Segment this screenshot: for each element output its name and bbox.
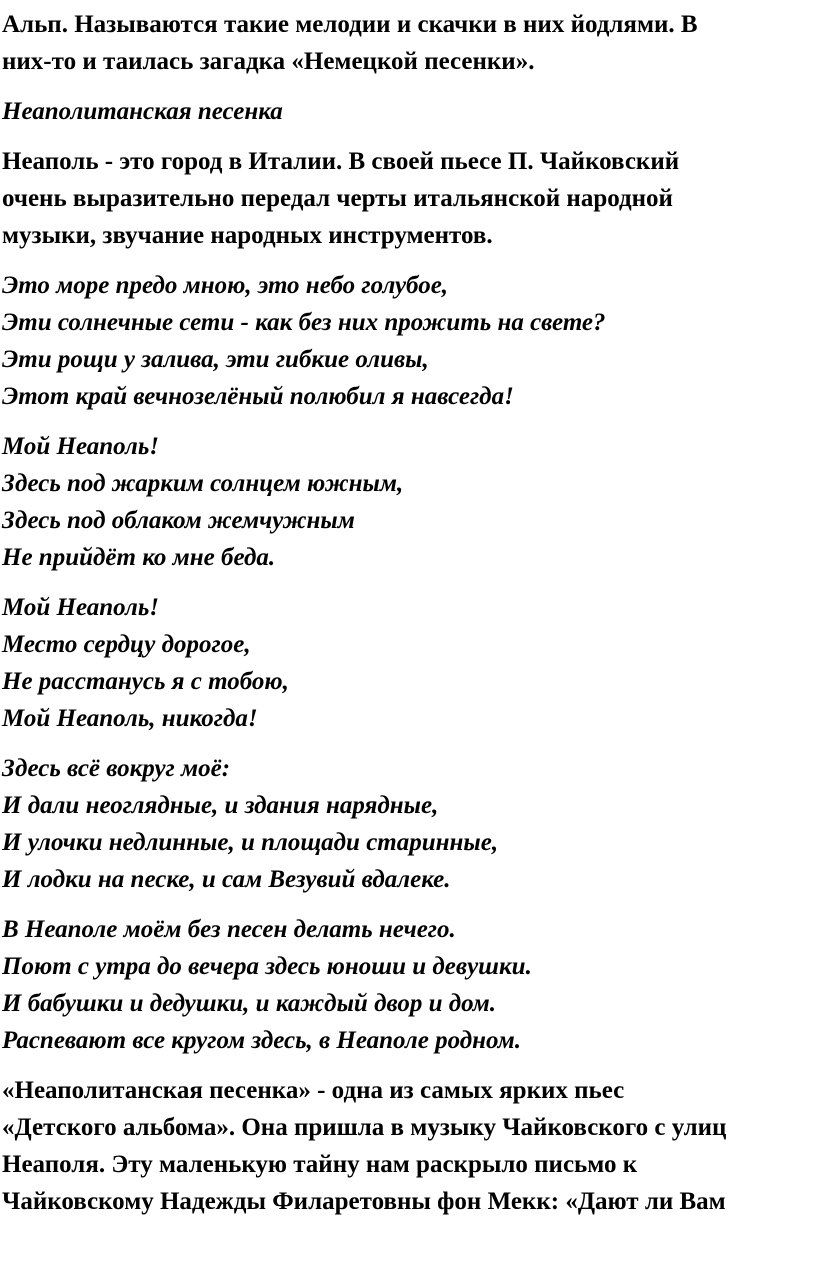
text-line: них-то и таилась загадка «Немецкой песенки».: [2, 48, 535, 75]
text-line: Не прийдёт ко мне беда.: [2, 544, 276, 571]
intro-yodel: [2, 6, 816, 80]
verse-2: [2, 428, 816, 576]
text-line: Здесь под жарким солнцем южным,: [2, 470, 404, 497]
text-line: «Неаполитанская песенка» - одна из самых ярких пьес: [2, 1077, 625, 1104]
text-line: «Детского альбома». Она пришла в музыку Чайковского с улиц: [2, 1114, 727, 1141]
text-line: Распевают все кругом здесь, в Неаполе родном.: [2, 1027, 521, 1054]
text-line: Здесь под облаком жемчужным: [2, 507, 355, 534]
text-line: Альп. Называются такие мелодии и скачки в них йодлями. В: [2, 11, 698, 38]
text-line: музыки, звучание народных инструментов.: [2, 222, 493, 249]
text-line: И дали неоглядные, и здания нарядные,: [2, 792, 439, 819]
text-line: В Неаполе моём без песен делать нечего.: [2, 916, 456, 943]
text-line: Этот край вечнозелёный полюбил я навсегда!: [2, 383, 514, 410]
verse-5: [2, 911, 816, 1059]
text-line: очень выразительно передал черты итальянской народной: [2, 185, 673, 212]
text-line: Эти рощи у залива, эти гибкие оливы,: [2, 346, 429, 373]
text-line: Чайковскому Надежды Филаретовны фон Мекк: «Дают ли Вам: [2, 1188, 726, 1215]
text-line: Неаполя. Эту маленькую тайну нам раскрыло письмо к: [2, 1151, 638, 1178]
text-line: Не расстанусь я с тобою,: [2, 668, 289, 695]
text-line: Мой Неаполь, никогда!: [2, 705, 258, 732]
text-line: Здесь всё вокруг моё:: [2, 755, 231, 782]
text-line: Поют с утра до вечера здесь юноши и девушки.: [2, 953, 532, 980]
text-line: И лодки на песке, и сам Везувий вдалеке.: [2, 866, 451, 893]
text-line: Эти солнечные сети - как без них прожить на свете?: [2, 309, 606, 336]
text-line: Место сердцу дорогое,: [2, 631, 251, 658]
verse-4: [2, 750, 816, 898]
text-line: Мой Неаполь!: [2, 433, 160, 460]
text-line: И улочки недлинные, и площади старинные,: [2, 829, 499, 856]
text-line: И бабушки и дедушки, и каждый двор и дом.: [2, 990, 497, 1017]
verse-1: [2, 267, 816, 415]
text-line: Это море предо мною, это небо голубое,: [2, 272, 449, 299]
verse-3: [2, 589, 816, 737]
text-line: Неаполитанская песенка: [2, 98, 283, 125]
text-line: Неаполь - это город в Италии. В своей пьесе П. Чайковский: [2, 148, 680, 175]
section-title: [2, 93, 816, 130]
naples-description: [2, 143, 816, 254]
album-paragraph: [2, 1072, 816, 1220]
text-line: Мой Неаполь!: [2, 594, 160, 621]
